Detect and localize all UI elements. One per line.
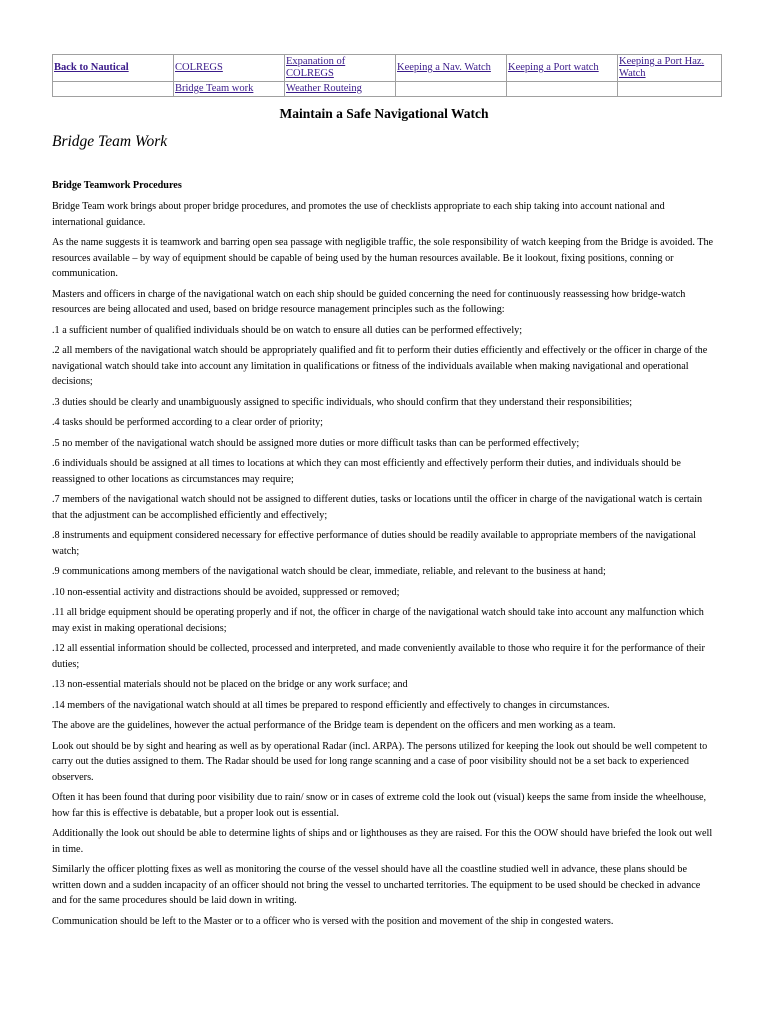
paragraph: Look out should be by sight and hearing as well as by operational Radar (incl. ARPA). The persons utilized for keeping the look out should be well competent to carry out the duties assigned to them. The Radar should be used for long range scanning and a case of poor visibility should not be a set back to experienced observers. xyxy=(52,740,708,783)
nav-cell xyxy=(53,55,174,82)
nav-cell xyxy=(618,55,722,82)
nav-cell-empty xyxy=(396,82,507,97)
paragraph: The above are the guidelines, however the actual performance of the Bridge team is dependent on the officers and men working as a team. xyxy=(52,720,616,731)
list-item: .7 members of the navigational watch should not be assigned to different duties, tasks or locations until the officer in charge of the navigational watch is certain that the adjustment can be accomplished efficiently and effectively; xyxy=(52,494,703,521)
list-item: .12 all essential information should be collected, processed and interpreted, and made conveniently available to those who require it for the performance of their duties; xyxy=(52,643,705,670)
list-item: .10 non-essential activity and distractions should be avoided, suppressed or removed; xyxy=(52,586,400,598)
list-item: .2 all members of the navigational watch should be appropriately qualified and fit to perform their duties efficiently and effectively or the officer in charge of the navigational watch should take into account any limitation in qualifications or fitness of the individuals available when making navigational and operational decisions; xyxy=(52,345,708,387)
paragraph: Similarly the officer plotting fixes as well as monitoring the course of the vessel should have all the coastline studied well in advance, these plans should be written down and a sudden incapacity of an officer should not bring the vessel to uncharted territories. The equipment to be used should be checked in advance and for the same procedures should be laid down in writing. xyxy=(52,864,701,906)
weather-routeing-link[interactable]: Weather Routeing xyxy=(286,83,362,94)
nav-cell xyxy=(285,55,396,82)
article-body xyxy=(52,178,716,934)
list-item: .4 tasks should be performed according to a clear order of priority; xyxy=(52,417,324,428)
colregs-link[interactable]: COLREGS xyxy=(175,62,223,73)
nav-cell xyxy=(285,82,396,97)
list-item: .14 members of the navigational watch should at all times be prepared to respond efficiently and effectively to changes in circumstances. xyxy=(52,699,610,711)
back-to-nautical-link[interactable]: Back to Nautical xyxy=(54,62,129,73)
nav-cell xyxy=(396,55,507,82)
nav-cell-empty xyxy=(618,82,722,97)
keeping-nav-watch-link[interactable]: Keeping a Nav. Watch xyxy=(397,62,491,73)
section-title: Bridge Team Work xyxy=(52,133,168,150)
keeping-port-haz-watch-link[interactable]: Keeping a Port Haz. Watch xyxy=(619,56,705,79)
bridge-team-work-link[interactable]: Bridge Team work xyxy=(175,83,254,94)
page-title: Maintain a Safe Navigational Watch xyxy=(279,106,489,121)
nav-cell-empty xyxy=(53,82,174,97)
list-item: .5 no member of the navigational watch should be assigned more duties or more difficult tasks than can be performed effectively; xyxy=(52,437,580,449)
nav-cell xyxy=(174,82,285,97)
nav-row xyxy=(53,55,722,82)
list-item: .11 all bridge equipment should be operating properly and if not, the officer in charge of the navigational watch should take into account any malfunction which may exist in making operational decisions; xyxy=(52,607,704,634)
nav-table xyxy=(52,54,722,97)
paragraph: Communication should be left to the Master or to a officer who is versed with the position and movement of the ship in congested waters. xyxy=(52,915,614,927)
keeping-port-watch-link[interactable]: Keeping a Port watch xyxy=(508,62,599,73)
list-item: .13 non-essential materials should not be placed on the bridge or any work surface; and xyxy=(52,679,408,690)
list-item: .9 communications among members of the navigational watch should be clear, immediate, reliable, and relevant to the business at hand; xyxy=(52,566,606,577)
nav-cell xyxy=(507,55,618,82)
list-item: .3 duties should be clearly and unambiguously assigned to specific individuals, who should confirm that they understand their responsibilities; xyxy=(52,396,633,408)
list-item: .8 instruments and equipment considered necessary for effective performance of duties should be readily available to appropriate members of the navigational watch; xyxy=(52,530,696,557)
paragraph: Masters and officers in charge of the navigational watch on each ship should be guided concerning the need for continuously reassessing how bridge-watch resources are being allocated and used, based on bridge resource management principles such as the following: xyxy=(52,288,686,315)
list-item: .1 a sufficient number of qualified individuals should be on watch to ensure all duties can be performed effectively; xyxy=(52,324,523,336)
explanation-colregs-link[interactable]: Expanation of COLREGS xyxy=(286,56,346,79)
subheading: Bridge Teamwork Procedures xyxy=(52,180,182,191)
paragraph: Bridge Team work brings about proper bridge procedures, and promotes the use of checklists appropriate to each ship taking into account national and international guidance. xyxy=(52,201,665,228)
nav-cell-empty xyxy=(507,82,618,97)
nav-cell xyxy=(174,55,285,82)
list-item: .6 individuals should be assigned at all times to locations at which they can most efficiently and effectively perform their duties, and individuals should be reassigned to other locations as circumstances may require; xyxy=(52,458,681,485)
paragraph: Often it has been found that during poor visibility due to rain/ snow or in cases of extreme cold the look out (visual) keeps the same from inside the wheelhouse, how far this is effective is debatable, but a proper look out is essential. xyxy=(52,792,707,819)
paragraph: As the name suggests it is teamwork and barring open sea passage with negligible traffic, the sole responsibility of watch keeping from the Bridge is avoided. The resources available – by way of equipment should be capable of being used by the human resources available. Be it lookout, fixing positions, conning or communication. xyxy=(52,237,714,279)
paragraph: Additionally the look out should be able to determine lights of ships and or lighthouses as they are raised. For this the OOW should have briefed the look out well in time. xyxy=(52,828,713,855)
nav-row xyxy=(53,82,722,97)
